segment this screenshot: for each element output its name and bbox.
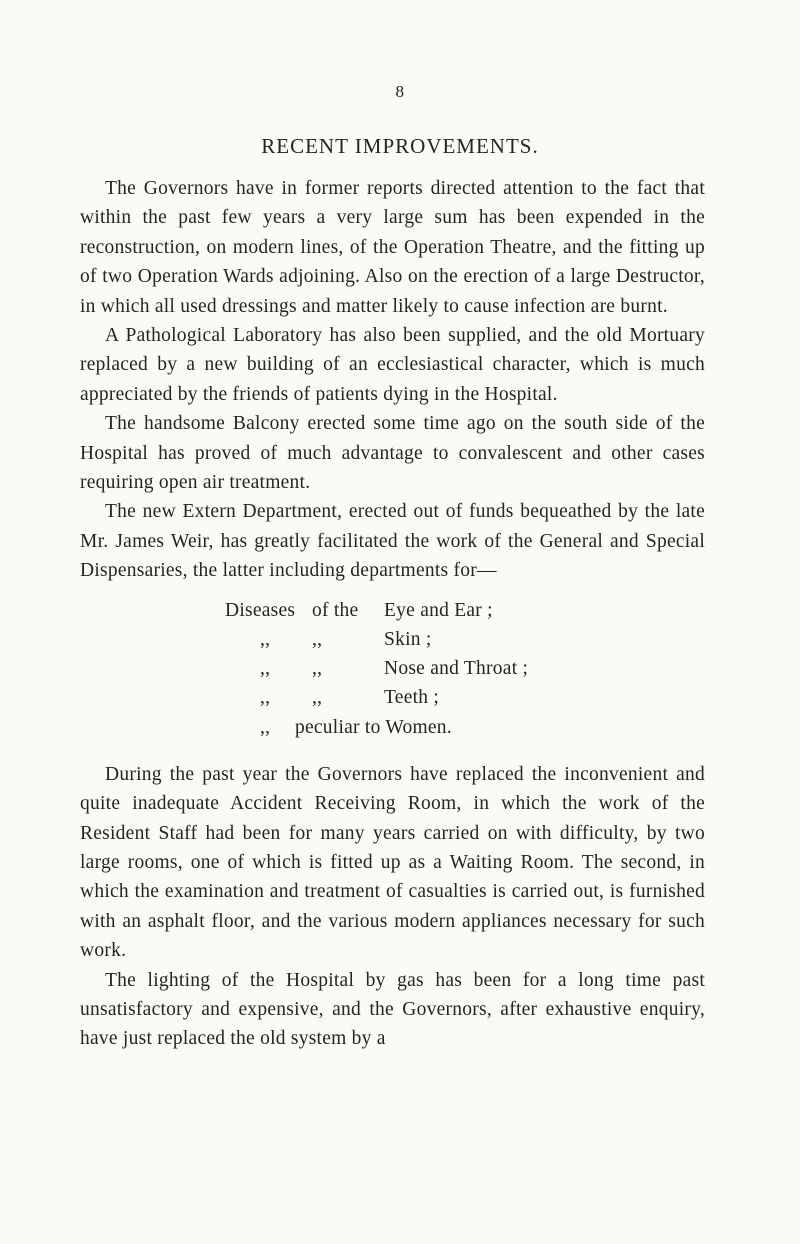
department-col1: ,,	[260, 716, 271, 738]
department-item	[80, 654, 705, 683]
department-col1: ,,	[260, 628, 271, 650]
department-col1: ,,	[260, 687, 271, 709]
paragraph-2: A Pathological Laboratory has also been supplied, and the old Mortuary replaced by a new building of an ecclesiastical character, which is much appreciated by the friends of patients dying in the Hospital.	[80, 325, 705, 405]
department-item	[80, 683, 705, 712]
department-col3: Skin ;	[384, 628, 432, 650]
department-item	[80, 713, 705, 742]
paragraph-3: The handsome Balcony erected some time ago on the south side of the Hospital has proved of much advantage to convalescent and other cases requiring open air treatment.	[80, 413, 705, 494]
paragraph-6: The lighting of the Hospital by gas has been for a long time past unsatisfactory and expensive, and the Governors, after exhaustive enquiry, have just replaced the old system by a	[80, 969, 705, 1050]
department-col3: Eye and Ear ;	[384, 599, 493, 621]
department-col1: Diseases	[225, 599, 296, 621]
department-col1: ,,	[260, 658, 271, 680]
department-col3: Nose and Throat ;	[384, 658, 529, 680]
department-col3: Teeth ;	[384, 687, 440, 709]
department-item	[80, 596, 705, 625]
departments-list	[80, 596, 705, 742]
department-col2: ,,	[312, 687, 323, 709]
department-col2: ,,	[312, 628, 323, 650]
department-item	[80, 625, 705, 654]
page-heading: RECENT IMPROVEMENTS.	[261, 134, 539, 158]
paragraph-1: The Governors have in former reports directed attention to the fact that within the past few years a very large sum has been expended in the reconstruction, on modern lines, of the Operation Theatre, and the fitting up of two Operation Wards adjoining. Also on the erection of a large Destructor, in which all used dressings and matter likely to cause infection are burnt.	[80, 178, 705, 317]
body-text	[80, 174, 705, 1054]
paragraph-5: During the past year the Governors have replaced the inconvenient and quite inadequate Accident Receiving Room, in which the work of the Resident Staff had been for many years carried on with difficulty, by two large rooms, one of which is fitted up as a Waiting Room. The second, in which the examination and treatment of casualties is carried out, is furnished with an asphalt floor, and the various modern appliances necessary for such work.	[80, 763, 705, 962]
department-col3: peculiar to Women.	[295, 716, 452, 738]
page-number: 8	[395, 82, 405, 101]
department-col2: ,,	[312, 658, 323, 680]
department-col2: of the	[312, 599, 359, 621]
paragraph-4: The new Extern Department, erected out of funds bequeathed by the late Mr. James Weir, has greatly facilitated the work of the General and Special Dispensaries, the latter including departments for—	[80, 501, 705, 582]
